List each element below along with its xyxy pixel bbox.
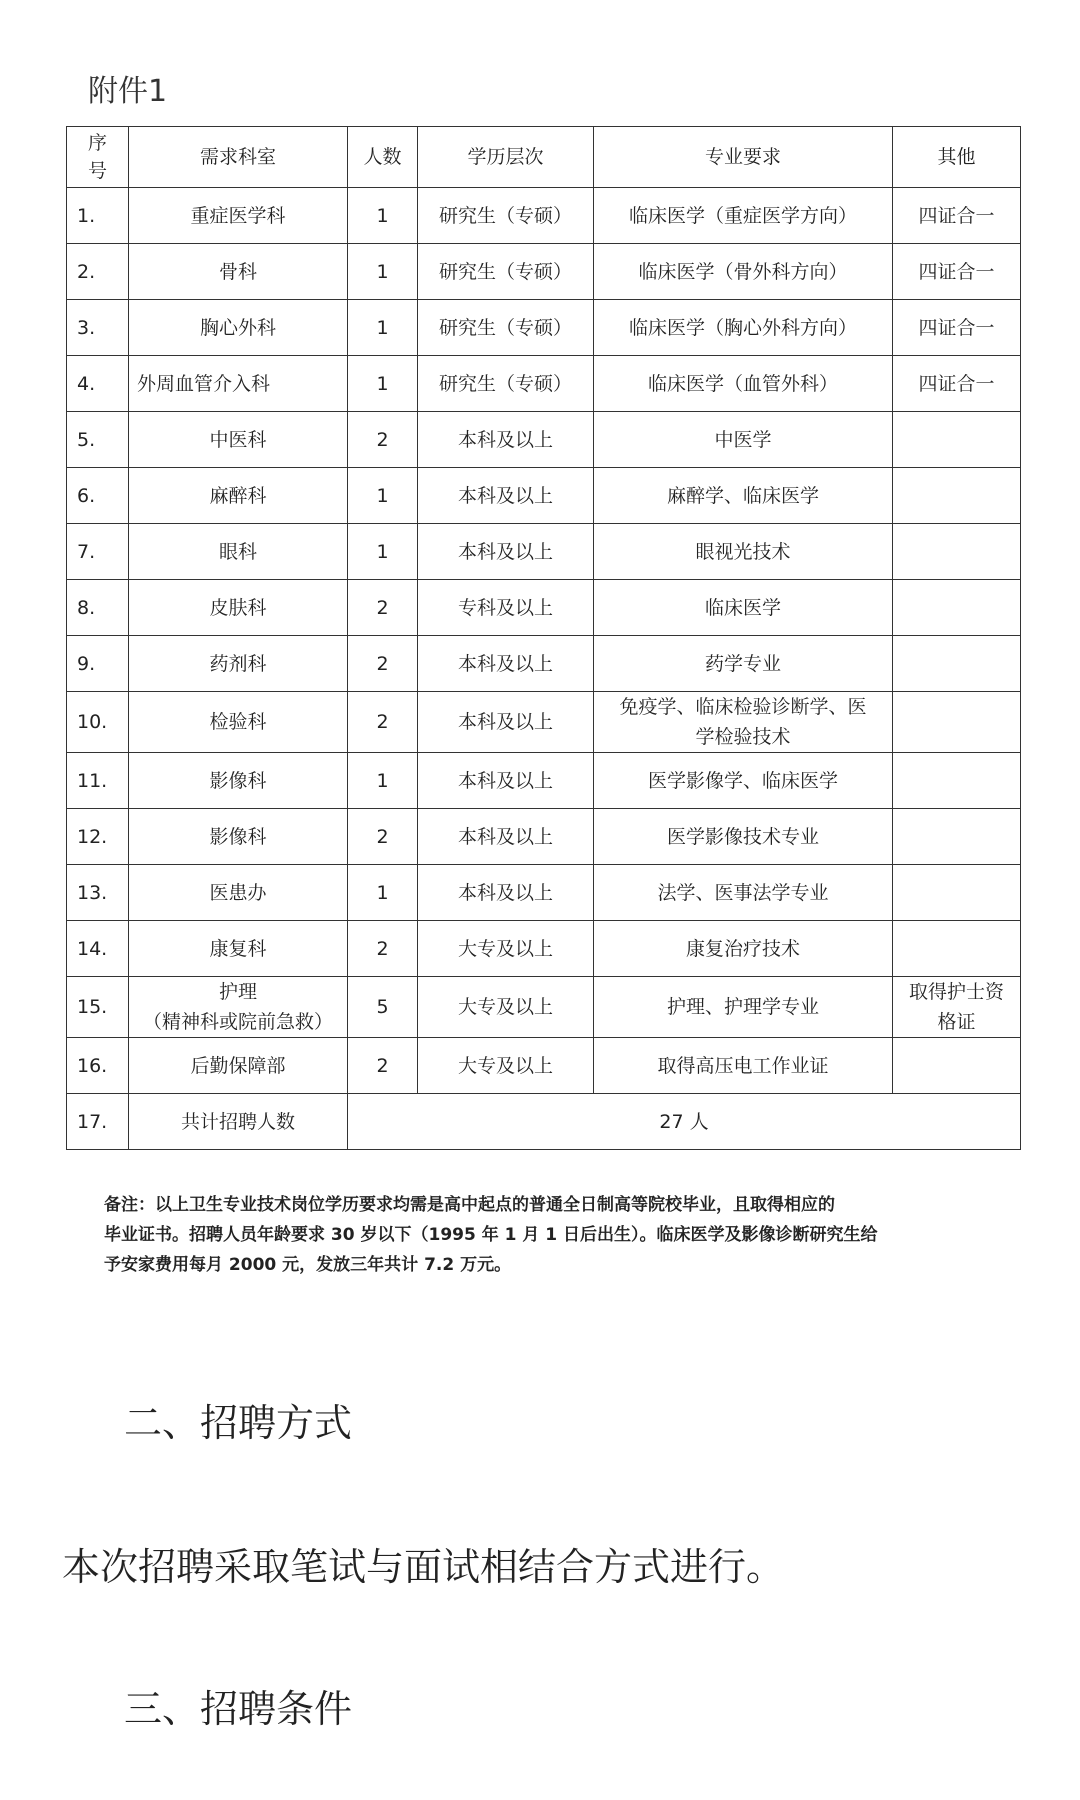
cell-edu: 本科及以上 <box>418 636 594 692</box>
cell-major: 临床医学（骨外科方向） <box>594 244 893 300</box>
cell-dept: 医患办 <box>129 865 348 921</box>
cell-other: 四证合一 <box>893 188 1021 244</box>
table-row <box>67 300 1021 356</box>
cell-edu: 研究生（专硕） <box>418 244 594 300</box>
cell-major: 法学、医事法学专业 <box>594 865 893 921</box>
header-edu: 学历层次 <box>418 127 594 188</box>
cell-edu: 大专及以上 <box>418 921 594 977</box>
cell-other <box>893 753 1021 809</box>
cell-seq: 5. <box>67 412 129 468</box>
cell-other <box>893 865 1021 921</box>
header-count: 人数 <box>348 127 418 188</box>
cell-major: 医学影像技术专业 <box>594 809 893 865</box>
total-value: 27 人 <box>348 1094 1021 1150</box>
cell-edu: 本科及以上 <box>418 809 594 865</box>
cell-edu: 本科及以上 <box>418 753 594 809</box>
cell-dept: 检验科 <box>129 692 348 753</box>
cell-count: 1 <box>348 524 418 580</box>
cell-count: 2 <box>348 636 418 692</box>
cell-dept: 胸心外科 <box>129 300 348 356</box>
cell-count: 2 <box>348 1038 418 1094</box>
cell-dept: 影像科 <box>129 809 348 865</box>
cell-dept: 皮肤科 <box>129 580 348 636</box>
cell-count: 2 <box>348 921 418 977</box>
cell-edu: 专科及以上 <box>418 580 594 636</box>
table-row <box>67 1038 1021 1094</box>
cell-dept: 外周血管介入科 <box>129 356 348 412</box>
attachment-label: 附件1 <box>88 74 168 109</box>
cell-count: 1 <box>348 244 418 300</box>
cell-seq: 10. <box>67 692 129 753</box>
cell-dept: 重症医学科 <box>129 188 348 244</box>
cell-major: 临床医学 <box>594 580 893 636</box>
section-heading-recruit-conditions: 三、招聘条件 <box>124 1687 353 1731</box>
table-total-row <box>67 1094 1021 1150</box>
cell-count: 1 <box>348 865 418 921</box>
cell-seq: 12. <box>67 809 129 865</box>
cell-count: 2 <box>348 692 418 753</box>
cell-edu: 本科及以上 <box>418 468 594 524</box>
cell-edu: 研究生（专硕） <box>418 300 594 356</box>
header-major: 专业要求 <box>594 127 893 188</box>
cell-major: 药学专业 <box>594 636 893 692</box>
table-row <box>67 692 1021 753</box>
table-row <box>67 580 1021 636</box>
table-row <box>67 412 1021 468</box>
cell-other <box>893 809 1021 865</box>
cell-seq: 13. <box>67 865 129 921</box>
note-line: 毕业证书。招聘人员年龄要求 30 岁以下（1995 年 1 月 1 日后出生）。临床医学及影像诊断研究生给 <box>104 1225 878 1245</box>
section-heading-recruit-method: 二、招聘方式 <box>124 1401 353 1445</box>
table-row <box>67 809 1021 865</box>
cell-seq: 8. <box>67 580 129 636</box>
table-row <box>67 753 1021 809</box>
cell-major: 临床医学（血管外科） <box>594 356 893 412</box>
cell-edu: 大专及以上 <box>418 1038 594 1094</box>
table-row <box>67 188 1021 244</box>
cell-dept: 药剂科 <box>129 636 348 692</box>
table-row <box>67 468 1021 524</box>
cell-other: 取得护士资 格证 <box>893 977 1021 1038</box>
cell-count: 5 <box>348 977 418 1038</box>
cell-seq: 1. <box>67 188 129 244</box>
cell-other: 四证合一 <box>893 356 1021 412</box>
cell-edu: 大专及以上 <box>418 977 594 1038</box>
cell-edu: 本科及以上 <box>418 692 594 753</box>
cell-other <box>893 1038 1021 1094</box>
table-row <box>67 921 1021 977</box>
cell-seq: 6. <box>67 468 129 524</box>
table-row <box>67 636 1021 692</box>
total-label: 共计招聘人数 <box>129 1094 348 1150</box>
cell-dept: 后勤保障部 <box>129 1038 348 1094</box>
cell-seq: 11. <box>67 753 129 809</box>
note-line: 予安家费用每月 2000 元，发放三年共计 7.2 万元。 <box>104 1255 512 1275</box>
cell-seq: 16. <box>67 1038 129 1094</box>
cell-other <box>893 412 1021 468</box>
table-row <box>67 356 1021 412</box>
cell-edu: 本科及以上 <box>418 524 594 580</box>
cell-count: 2 <box>348 580 418 636</box>
cell-seq: 4. <box>67 356 129 412</box>
cell-major: 护理、护理学专业 <box>594 977 893 1038</box>
cell-major: 麻醉学、临床医学 <box>594 468 893 524</box>
table-note <box>104 1190 1004 1280</box>
cell-seq: 9. <box>67 636 129 692</box>
cell-count: 2 <box>348 412 418 468</box>
cell-seq: 3. <box>67 300 129 356</box>
cell-seq: 15. <box>67 977 129 1038</box>
table-row <box>67 977 1021 1038</box>
cell-other <box>893 921 1021 977</box>
cell-count: 1 <box>348 753 418 809</box>
cell-dept: 康复科 <box>129 921 348 977</box>
cell-count: 1 <box>348 468 418 524</box>
table-row <box>67 524 1021 580</box>
cell-major: 临床医学（胸心外科方向） <box>594 300 893 356</box>
cell-dept: 骨科 <box>129 244 348 300</box>
table-row <box>67 865 1021 921</box>
cell-dept: 护理 （精神科或院前急救） <box>129 977 348 1038</box>
cell-count: 1 <box>348 188 418 244</box>
note-line: 备注：以上卫生专业技术岗位学历要求均需是高中起点的普通全日制高等院校毕业，且取得相应的 <box>104 1195 835 1215</box>
cell-major: 眼视光技术 <box>594 524 893 580</box>
header-other: 其他 <box>893 127 1021 188</box>
section-body-recruit-method: 本次招聘采取笔试与面试相结合方式进行。 <box>62 1545 785 1589</box>
cell-major: 免疫学、临床检验诊断学、医 学检验技术 <box>594 692 893 753</box>
cell-major: 取得高压电工作业证 <box>594 1038 893 1094</box>
cell-major: 中医学 <box>594 412 893 468</box>
cell-other <box>893 524 1021 580</box>
cell-edu: 本科及以上 <box>418 412 594 468</box>
cell-dept: 影像科 <box>129 753 348 809</box>
cell-major: 临床医学（重症医学方向） <box>594 188 893 244</box>
cell-count: 2 <box>348 809 418 865</box>
cell-other: 四证合一 <box>893 300 1021 356</box>
header-seq: 序 号 <box>67 127 129 188</box>
cell-major: 康复治疗技术 <box>594 921 893 977</box>
cell-count: 1 <box>348 356 418 412</box>
cell-other <box>893 636 1021 692</box>
cell-dept: 中医科 <box>129 412 348 468</box>
cell-edu: 研究生（专硕） <box>418 356 594 412</box>
table-header-row <box>67 127 1021 188</box>
cell-other: 四证合一 <box>893 244 1021 300</box>
cell-seq: 2. <box>67 244 129 300</box>
cell-dept: 麻醉科 <box>129 468 348 524</box>
cell-dept: 眼科 <box>129 524 348 580</box>
cell-seq: 7. <box>67 524 129 580</box>
header-dept: 需求科室 <box>129 127 348 188</box>
table-row <box>67 244 1021 300</box>
cell-other <box>893 468 1021 524</box>
cell-edu: 研究生（专硕） <box>418 188 594 244</box>
recruitment-table <box>66 126 1021 1150</box>
cell-count: 1 <box>348 300 418 356</box>
cell-seq: 14. <box>67 921 129 977</box>
cell-other <box>893 692 1021 753</box>
cell-seq: 17. <box>67 1094 129 1150</box>
cell-edu: 本科及以上 <box>418 865 594 921</box>
cell-major: 医学影像学、临床医学 <box>594 753 893 809</box>
cell-other <box>893 580 1021 636</box>
